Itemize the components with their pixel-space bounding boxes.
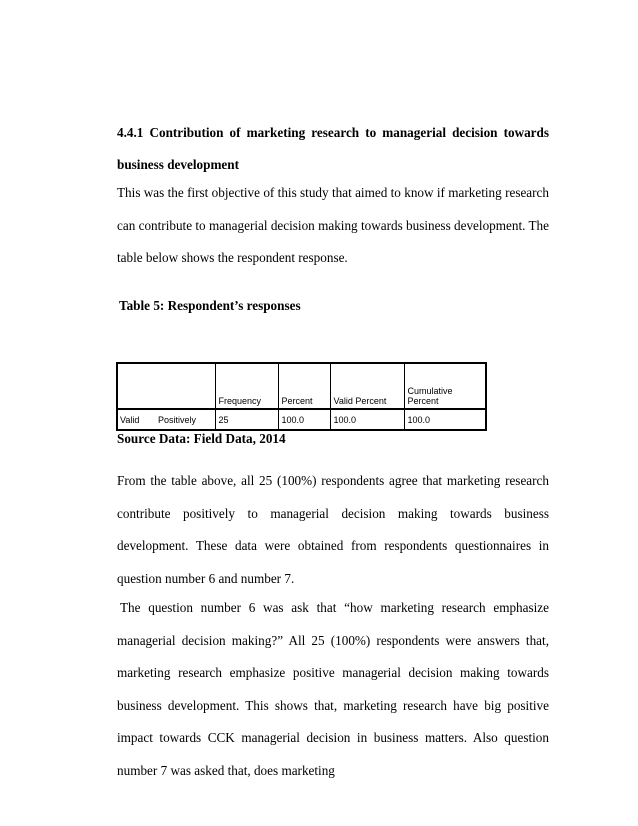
- intro-paragraph: This was the first objective of this study that aimed to know if marketing research can contribute to managerial decision making towards business development. The table below shows the respondent response.: [117, 185, 549, 266]
- responses-table: [116, 362, 487, 431]
- source-note: Source Data: Field Data, 2014: [117, 431, 286, 446]
- cell-percent: 100.0: [278, 409, 330, 430]
- header-valid-percent: Valid Percent: [330, 363, 404, 409]
- cell-valid: Valid: [117, 409, 155, 430]
- cell-valid-percent: 100.0: [330, 409, 404, 430]
- body-paragraph-1: From the table above, all 25 (100%) respondents agree that marketing research contribute positively to managerial decision making towards business development. These data were obtained from respondents questionnaires in question number 6 and number 7.: [117, 473, 549, 586]
- section-heading: 4.4.1 Contribution of marketing research to managerial decision towards business development: [117, 125, 549, 172]
- cell-cumulative-percent: 100.0: [404, 409, 486, 430]
- body-paragraph-2: The question number 6 was ask that “how marketing research emphasize managerial decision making?” All 25 (100%) respondents were answers that, marketing research emphasize positive managerial decision making towards business development. This shows that, marketing research have big positive impact towards CCK managerial decision in business matters. Also question number 7 was asked that, does marketing: [117, 600, 549, 778]
- header-blank-1: [117, 363, 155, 409]
- cell-response: Positively: [155, 409, 215, 430]
- header-blank-2: [155, 363, 215, 409]
- header-frequency: Frequency: [215, 363, 278, 409]
- table-caption: Table 5: Respondent’s responses: [119, 298, 301, 313]
- header-cumulative-percent: Cumulative Percent: [404, 363, 486, 409]
- table-row: [117, 409, 486, 430]
- table-header-row: [117, 363, 486, 409]
- cell-frequency: 25: [215, 409, 278, 430]
- header-percent: Percent: [278, 363, 330, 409]
